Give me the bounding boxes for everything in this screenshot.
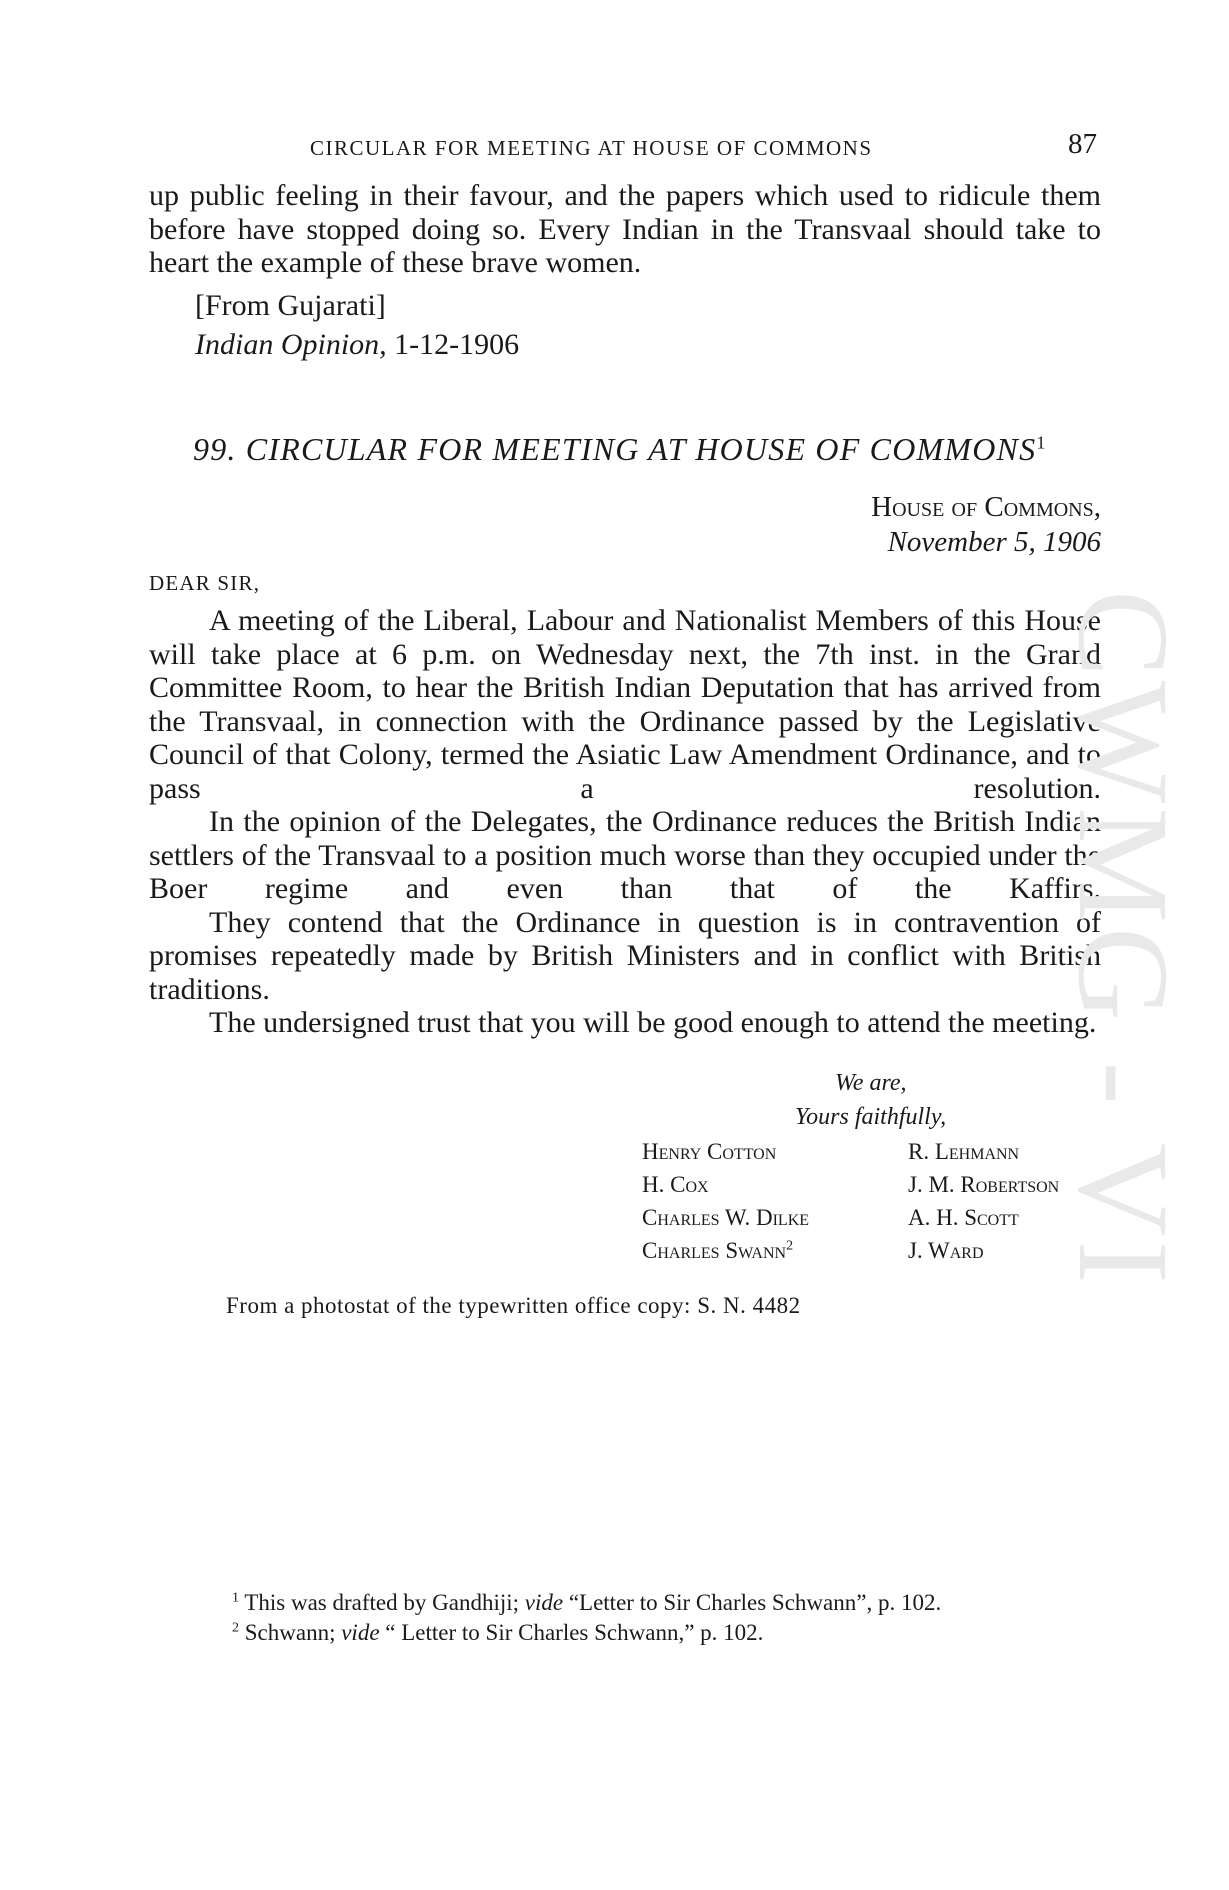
salutation: DEAR SIR, xyxy=(149,571,261,595)
letter-paragraph: A meeting of the Liberal, Labour and Nationalist Members of this House will take place at 6 p.m. on Wednesday next, the 7th inst. in the Grand Committee Room, to hear the British Indian Deputation that has arrived from the Transvaal, in connection with the Ordinance passed by the Legislative Council of that Colony, termed the Asiatic Law Amendment Ordinance, and to pass a resolution. xyxy=(149,604,1101,805)
signatory: R. Lehmann xyxy=(908,1139,1020,1164)
source-note: From a photostat of the typewritten office copy: S. N. 4482 xyxy=(226,1293,801,1318)
footnote-vide: vide xyxy=(524,1590,564,1615)
footnote-mark: 2 xyxy=(232,1620,239,1636)
letter-paragraph: They contend that the Ordinance in question is in contravention of promises repeatedly made by British Ministers and in conflict with British traditions. xyxy=(149,905,1101,1006)
watermark xyxy=(1040,580,1210,1340)
letter-paragraph: In the opinion of the Delegates, the Ordinance reduces the British Indian settlers of the Transvaal to a position much worse than they occupied under the Boer regime and even than that of the Kaffirs. xyxy=(149,805,1101,905)
section-title-text: 99. CIRCULAR FOR MEETING AT HOUSE OF COMMONS xyxy=(193,431,1037,467)
source-publication xyxy=(195,328,519,362)
page-number: 87 xyxy=(1068,128,1097,160)
intro-paragraph: up public feeling in their favour, and the papers which used to ridicule them before have stopped doing so. Every Indian in the Transvaal should take to heart the example of these brave women. xyxy=(149,179,1101,279)
footnote-marker-1: 1 xyxy=(1036,432,1047,453)
signatory: H. Cox xyxy=(642,1172,709,1197)
footnote-vide: vide xyxy=(341,1620,380,1645)
footnote-text: “Letter to Sir Charles Schwann”, p. 102. xyxy=(568,1590,942,1615)
footnote-text: “ Letter to Sir Charles Schwann,” p. 102. xyxy=(385,1620,764,1645)
footnote xyxy=(232,1620,763,1646)
letter-body xyxy=(149,604,1101,1040)
signatory: Charles W. Dilke xyxy=(642,1205,810,1230)
closing-we-are: We are, xyxy=(835,1070,907,1096)
watermark-text: CWMG - VI xyxy=(1051,590,1195,1288)
letter-date: November 5, 1906 xyxy=(887,526,1101,558)
footnote-mark: 1 xyxy=(232,1590,239,1606)
source-language: [From Gujarati] xyxy=(195,289,386,322)
footnote-text: Schwann; xyxy=(244,1620,336,1645)
publication-date: 1-12-1906 xyxy=(394,328,520,361)
letter-paragraph: The undersigned trust that you will be good enough to attend the meeting. xyxy=(209,1006,1097,1039)
letter-place: House of Commons, xyxy=(871,491,1101,523)
signatory xyxy=(642,1238,793,1264)
footnote-text: This was drafted by Gandhiji; xyxy=(244,1590,520,1615)
footnote xyxy=(232,1590,941,1616)
closing-yours-faithfully: Yours faithfully, xyxy=(795,1104,947,1130)
signatory: Henry Cotton xyxy=(642,1139,777,1164)
signatory: J. Ward xyxy=(908,1238,984,1263)
signatory: J. M. Robertson xyxy=(908,1172,1060,1197)
signatory: A. H. Scott xyxy=(908,1205,1019,1230)
section-title xyxy=(193,431,1047,468)
running-header: CIRCULAR FOR MEETING AT HOUSE OF COMMONS xyxy=(310,136,873,160)
signatory-name: Charles Swann xyxy=(642,1238,787,1263)
publication-title: Indian Opinion, xyxy=(195,328,387,361)
footnote-marker-2: 2 xyxy=(786,1238,794,1254)
